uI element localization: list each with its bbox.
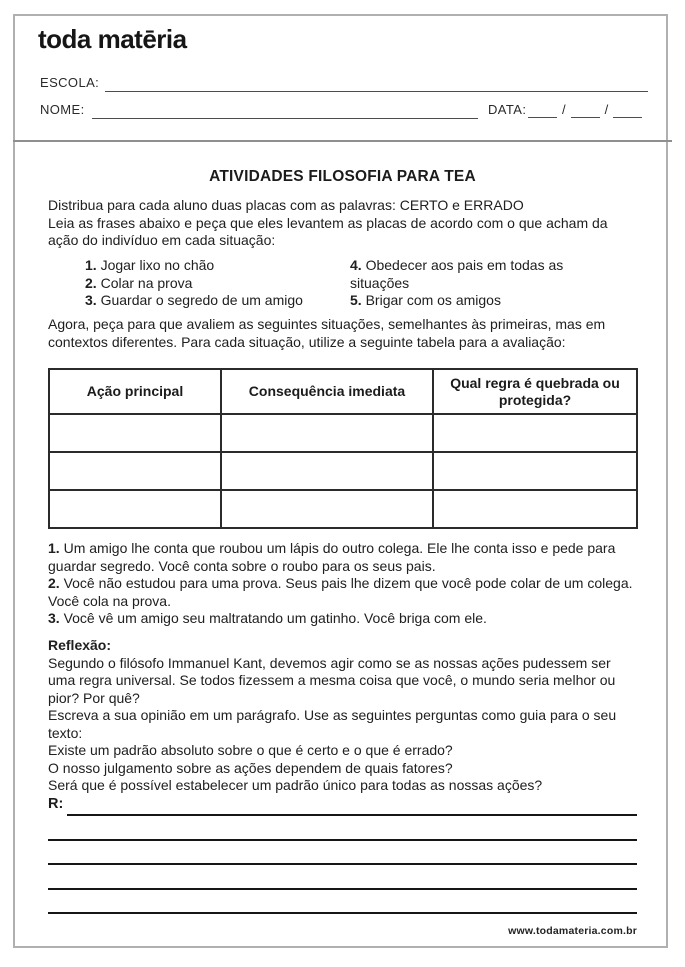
date-slash: / [604, 102, 609, 117]
evaluation-table [48, 368, 638, 529]
item-text: Brigar com os amigos [365, 292, 501, 308]
reflection-prompt: Escreva a sua opinião em um parágrafo. Use as seguintes perguntas como guia para o seu texto: [48, 707, 617, 741]
situation-number: 3. [48, 610, 60, 626]
situation-text: Você não estudou para uma prova. Seus pais lhe dizem que você pode colar de um colega. Você cola na prova. [48, 575, 633, 609]
page-title: ATIVIDADES FILOSOFIA PARA TEA [209, 168, 476, 185]
name-label: NOME: [40, 102, 85, 117]
date-month-blank [571, 103, 600, 118]
date-day-blank [528, 103, 557, 118]
reflection-body: Segundo o filósofo Immanuel Kant, devemos agir como se as nossas ações pudessem ser uma regra universal. Se todos fizessem a mesma coisa que você, o mundo seria melhor ou pior? Por quê? [48, 654, 616, 706]
brand-logo: toda matēria [38, 24, 187, 54]
table-cell-empty [433, 452, 637, 490]
table-header-consequencia-imediata: Consequência imediata [221, 369, 433, 414]
table-header-qual-regra: Qual regra é quebrada ou protegida? [433, 369, 637, 414]
table-cell-empty [221, 414, 433, 452]
answer-line [48, 863, 637, 865]
situations-list [48, 540, 636, 628]
table-cell-empty [221, 452, 433, 490]
header-divider [13, 140, 672, 142]
table-row [49, 490, 637, 528]
item-number: 5. [350, 292, 362, 308]
situation-item [48, 540, 636, 575]
table-cell-empty [49, 452, 221, 490]
table-row [49, 414, 637, 452]
reflection-question: Existe um padrão absoluto sobre o que é certo e o que é errado? [48, 742, 453, 758]
reflection-question: Será que é possível estabelecer um padrão único para todas as nossas ações? [48, 777, 543, 793]
situation-number: 1. [48, 540, 60, 556]
reflection-heading: Reflexão: [48, 637, 112, 653]
answer-line [67, 814, 637, 816]
table-cell-empty [221, 490, 433, 528]
situation-item [48, 610, 636, 628]
date-year-blank [613, 103, 642, 118]
intro-paragraph [48, 197, 633, 250]
item-number: 3. [85, 292, 97, 308]
answer-line [48, 839, 637, 841]
list-item [350, 292, 612, 310]
reflection-section [48, 637, 638, 795]
intro-line-1: Distribua para cada aluno duas placas com as palavras: CERTO e ERRADO [48, 197, 524, 213]
name-blank-line [92, 118, 478, 119]
placard-list-left [85, 257, 343, 310]
list-item [85, 257, 343, 275]
instruction-paragraph: Agora, peça para que avaliem as seguintes situações, semelhantes às primeiras, mas em contextos diferentes. Para cada situação, utilize a seguinte tabela para a avaliação: [48, 316, 606, 350]
table-cell-empty [433, 490, 637, 528]
item-text: Guardar o segredo de um amigo [100, 292, 303, 308]
answer-line [48, 912, 637, 914]
table-header-acao-principal: Ação principal [49, 369, 221, 414]
item-number: 4. [350, 257, 362, 273]
intro-line-2: Leia as frases abaixo e peça que eles levantem as placas de acordo com o que acham da ação do indivíduo em cada situação: [48, 214, 608, 248]
list-item [350, 257, 612, 292]
item-number: 2. [85, 274, 97, 291]
answer-label: R: [48, 796, 64, 812]
list-item [85, 292, 343, 310]
item-text: Jogar lixo no chão [100, 257, 215, 273]
date-blanks [528, 102, 642, 118]
list-item [85, 275, 343, 293]
table-row [49, 452, 637, 490]
date-slash: / [562, 102, 566, 117]
situation-number: 2. [48, 575, 60, 591]
item-text: Obedecer aos pais em todas as situações [350, 257, 564, 291]
table-header-row [49, 369, 637, 414]
situation-text: Um amigo lhe conta que roubou um lápis do outro colega. Ele lhe conta isso e pede para guardar segredo. Você conta sobre o roubo para os seus pais. [48, 540, 616, 574]
item-number: 1. [85, 257, 97, 273]
answer-line [48, 888, 637, 890]
placard-list-right [350, 257, 612, 310]
table-cell-empty [49, 414, 221, 452]
date-label: DATA: [488, 102, 527, 117]
item-text: Colar na prova [100, 274, 193, 291]
school-label: ESCOLA: [40, 75, 100, 90]
table-cell-empty [49, 490, 221, 528]
school-blank-line [105, 91, 648, 92]
reflection-question: O nosso julgamento sobre as ações dependem de quais fatores? [48, 759, 453, 776]
situation-text: Você vê um amigo seu maltratando um gatinho. Você briga com ele. [63, 610, 487, 626]
footer-url: www.todamateria.com.br [508, 925, 637, 937]
situation-item [48, 575, 636, 610]
table-cell-empty [433, 414, 637, 452]
